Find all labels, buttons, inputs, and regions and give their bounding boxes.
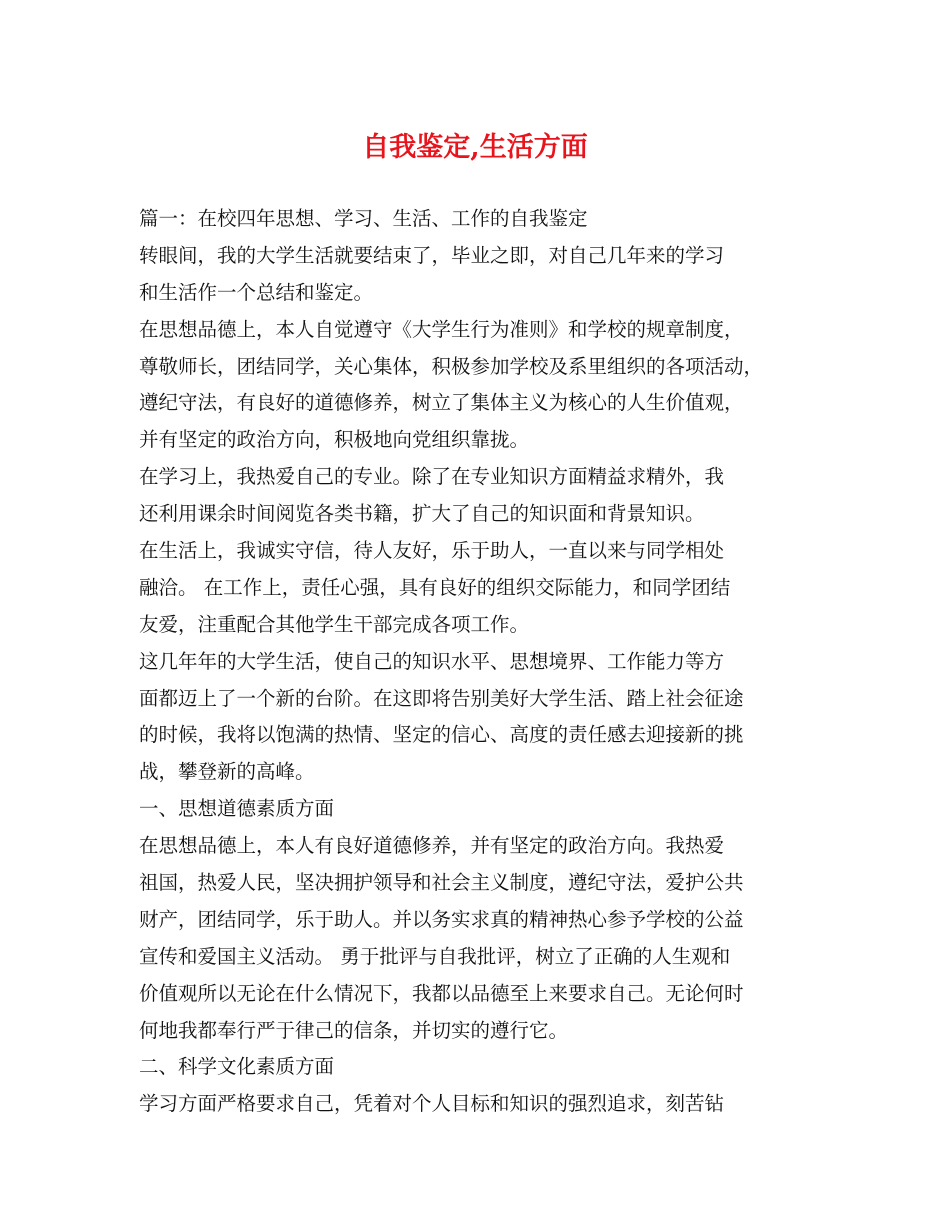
body-line: 和生活作一个总结和鉴定。: [139, 280, 374, 304]
body-line: 融洽。 在工作上，责任心强，具有良好的组织交际能力，和同学团结: [139, 575, 731, 599]
section-heading: 二、科学文化素质方面: [139, 1055, 335, 1079]
body-line: 何地我都奉行严于律己的信条，并切实的遵行它。: [139, 1018, 569, 1042]
body-line: 宣传和爱国主义活动。 勇于批评与自我批评，树立了正确的人生观和: [139, 944, 731, 968]
document-title: 自我鉴定,生活方面: [362, 132, 588, 163]
body-line: 在生活上，我诚实守信，待人友好，乐于助人，一直以来与同学相处: [139, 539, 725, 563]
body-line: 的时候，我将以饱满的热情、坚定的信心、高度的责任感去迎接新的挑: [139, 723, 744, 747]
body-line: 友爱，注重配合其他学生干部完成各项工作。: [139, 612, 530, 636]
body-line: 尊敬师长，团结同学，关心集体，积极参加学校及系里组织的各项活动，: [139, 354, 764, 378]
document-body: [139, 201, 839, 1123]
body-line: 价值观所以无论在什么情况下，我都以品德至上来要求自己。无论何时: [139, 981, 744, 1005]
body-line: 篇一：在校四年思想、学习、生活、工作的自我鉴定: [139, 207, 588, 230]
body-line: 还利用课余时间阅览各类书籍，扩大了自己的知识面和背景知识。: [139, 502, 705, 526]
body-line: 转眼间，我的大学生活就要结束了，毕业之即，对自己几年来的学习: [139, 243, 725, 267]
body-line: 这几年年的大学生活，使自己的知识水平、思想境界、工作能力等方: [139, 649, 725, 673]
body-line: 并有坚定的政治方向，积极地向党组织靠拢。: [139, 428, 530, 452]
body-line: 在学习上，我热爱自己的专业。除了在专业知识方面精益求精外，我: [139, 465, 725, 489]
body-line: 面都迈上了一个新的台阶。在这即将告别美好大学生活、踏上社会征途: [139, 686, 744, 710]
body-line: 学习方面严格要求自己，凭着对个人目标和知识的强烈追求，刻苦钻: [139, 1092, 725, 1116]
body-line: 遵纪守法，有良好的道德修养，树立了集体主义为核心的人生价值观，: [139, 391, 744, 415]
body-line: 祖国，热爱人民，坚决拥护领导和社会主义制度，遵纪守法，爱护公共: [139, 871, 744, 895]
body-line: 战，攀登新的高峰。: [139, 760, 315, 784]
body-line: 在思想品德上，本人自觉遵守《大学生行为准则》和学校的规章制度，: [139, 317, 744, 341]
section-heading: 一、思想道德素质方面: [139, 797, 335, 821]
body-line: 在思想品德上，本人有良好道德修养，并有坚定的政治方向。我热爱: [139, 834, 725, 858]
body-line: 财产，团结同学，乐于助人。并以务实求真的精神热心参予学校的公益: [139, 907, 744, 931]
